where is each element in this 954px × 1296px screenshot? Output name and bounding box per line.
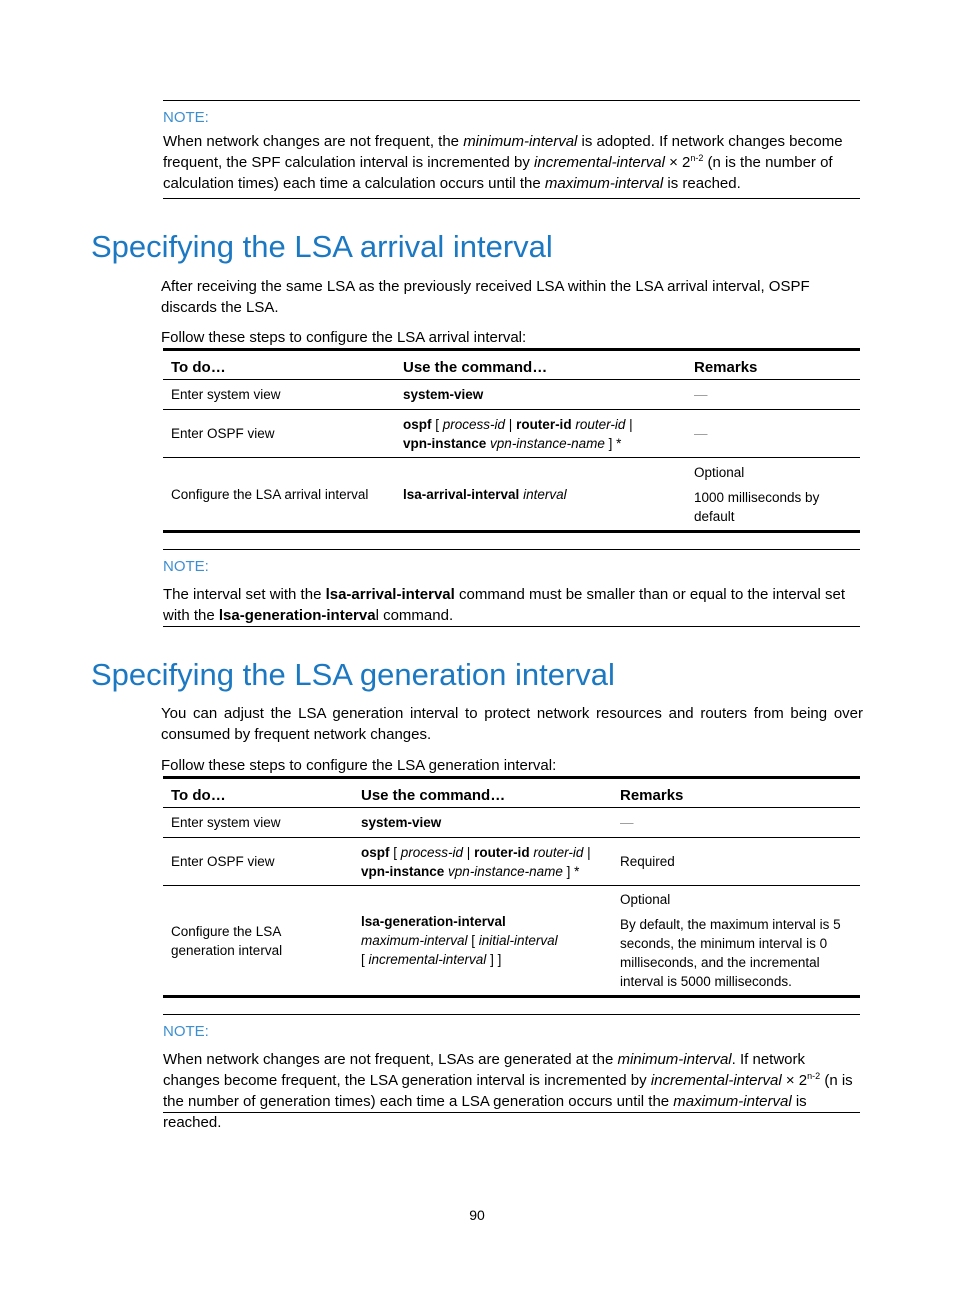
- column-header-remarks: Remarks: [612, 778, 860, 808]
- cell-todo: Enter OSPF view: [163, 838, 353, 886]
- cell-command: ospf [ process-id | router-id router-id | vpn-instance vpn-instance-name ] *: [395, 410, 686, 458]
- cell-command: lsa-arrival-interval interval: [403, 486, 567, 502]
- table-row: [163, 410, 860, 458]
- section-intro-lsa-generation: You can adjust the LSA generation interval to protect network resources and routers from being over consumed by frequent network changes.: [161, 705, 863, 743]
- cell-remarks: Optional 1000 milliseconds by default: [694, 464, 820, 524]
- cell-command: system-view: [353, 808, 612, 838]
- cell-remarks: Required: [612, 838, 860, 886]
- table-row: [163, 886, 860, 997]
- note-text: The interval set with the lsa-arrival-interval command must be smaller than or equal to the interval set with the lsa-generation-interval command.: [163, 586, 846, 624]
- cell-todo: Enter system view: [163, 808, 353, 838]
- table-row: [163, 808, 860, 838]
- cell-todo: Configure the LSA generation interval: [171, 923, 283, 958]
- cell-command: lsa-generation-interval maximum-interval [ initial-interval [ incremental-interval ] ]: [361, 914, 558, 967]
- column-header-remarks: Remarks: [686, 350, 860, 380]
- cell-command: system-view: [395, 380, 686, 410]
- note-box-spf: [163, 100, 860, 199]
- note-label: NOTE:: [163, 1023, 209, 1040]
- section-title-lsa-arrival: Specifying the LSA arrival interval: [91, 229, 553, 264]
- column-header-todo: To do…: [163, 778, 353, 808]
- cell-command: ospf [ process-id | router-id router-id | vpn-instance vpn-instance-name ] *: [353, 838, 612, 886]
- note-text: When network changes are not frequent, LSAs are generated at the minimum-interval. If network changes become frequent, the LSA generation interval is incremented by incremental-interval × $2^{n-2}$ (n is the number of generation times) each time a LSA generation occurs until the maximum-interval is reached.: [163, 1051, 853, 1131]
- table-header-row: [163, 350, 860, 380]
- note-label: NOTE:: [163, 109, 209, 126]
- cell-todo: Enter OSPF view: [163, 410, 395, 458]
- table-row: [163, 838, 860, 886]
- note-box-lsa-arrival: [163, 549, 860, 627]
- note-text: When network changes are not frequent, the minimum-interval is adopted. If network changes become frequent, the SPF calculation interval is incremented by incremental-interval × $2^{n-2}$ (n is the number of calculation times) each time a calculation occurs until the maximum-interval is reached.: [163, 133, 843, 192]
- section-intro-lsa-arrival: After receiving the same LSA as the previously received LSA within the LSA arrival interval, OSPF discards the LSA.: [161, 278, 810, 316]
- section-title-lsa-generation: Specifying the LSA generation interval: [91, 657, 615, 692]
- cell-remarks: —: [686, 410, 860, 458]
- cell-remarks: —: [686, 380, 860, 410]
- steps-lead-lsa-generation: Follow these steps to configure the LSA generation interval:: [161, 757, 557, 774]
- note-label: NOTE:: [163, 558, 209, 575]
- table-header-row: [163, 778, 860, 808]
- column-header-todo: To do…: [163, 350, 395, 380]
- cell-todo: Enter system view: [163, 380, 395, 410]
- table-row: [163, 380, 860, 410]
- table-row: [163, 458, 860, 532]
- lsa-generation-table: [163, 776, 860, 998]
- cell-todo: Configure the LSA arrival interval: [171, 486, 369, 502]
- column-header-command: Use the command…: [353, 778, 612, 808]
- column-header-command: Use the command…: [395, 350, 686, 380]
- note-box-lsa-generation: [163, 1014, 860, 1131]
- steps-lead-lsa-arrival: Follow these steps to configure the LSA arrival interval:: [161, 329, 527, 346]
- page-number: 90: [469, 1207, 485, 1223]
- cell-remarks: Optional By default, the maximum interval is 5 seconds, the minimum interval is 0 milliseconds, and the incremental interval is 5000 milliseconds.: [620, 892, 841, 989]
- lsa-arrival-table: [163, 348, 860, 533]
- cell-remarks: —: [612, 808, 860, 838]
